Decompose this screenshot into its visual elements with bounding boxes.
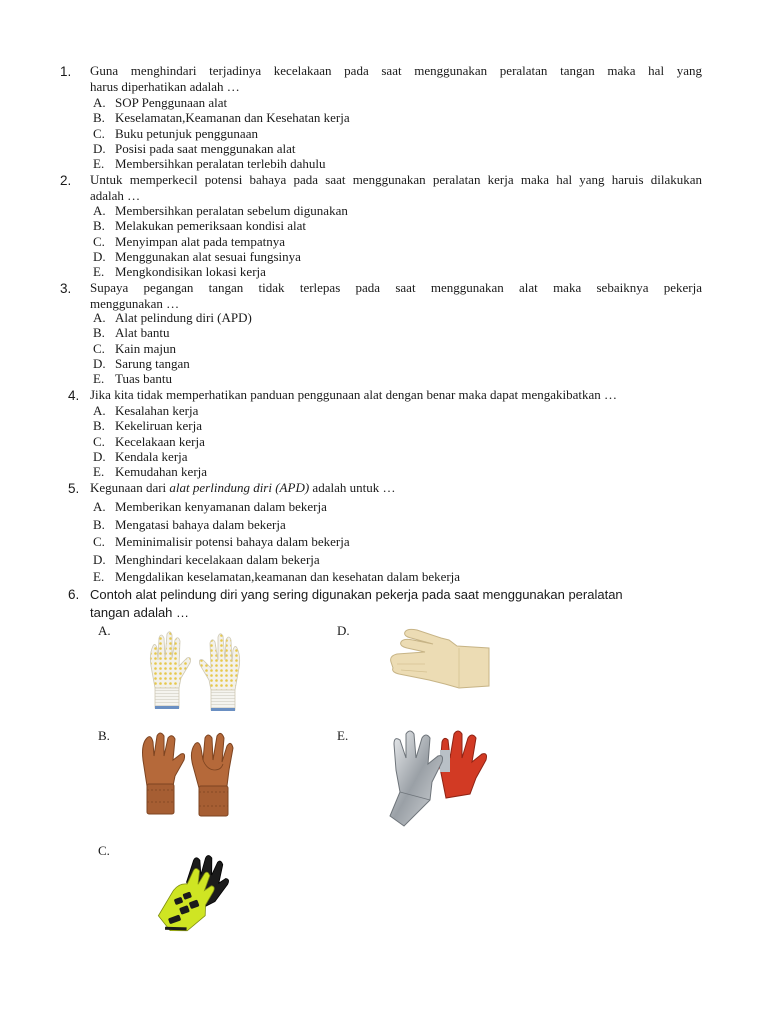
image-option-letter-b: B. [98,728,110,743]
question-number: 1. [60,64,72,79]
option-text: Kecelakaan kerja [115,433,205,449]
question-text [90,586,623,622]
option-text: Mengatasi bahaya dalam bekerja [115,516,286,532]
question-number: 5. [68,481,80,496]
knitted-dotted-gloves-image [143,626,253,724]
option-letter: E. [93,156,105,172]
option-letter: A. [93,403,106,418]
question-text-post: adalah untuk … [309,480,396,495]
question-text-italic: alat perlindung diri (APD) [169,480,310,495]
option-letter: B. [93,325,105,341]
leather-work-gloves-image [137,730,242,820]
option-text: Kesalahan kerja [115,403,199,418]
option-text: Kendala kerja [115,448,188,464]
option-letter: C. [93,433,105,449]
option-letter: A. [93,203,106,218]
impact-mechanic-gloves-image [146,849,250,944]
option-text: Kemudahan kerja [115,464,208,480]
option-text: Kekeliruan kerja [115,418,202,434]
option-text: Kain majun [115,340,177,356]
option-text: Sarung tangan [115,355,190,371]
option-text: Menggunakan alat sesuai fungsinya [115,248,301,264]
option-text: Mengkondisikan lokasi kerja [115,264,266,280]
option-letter: D. [93,248,106,264]
question-text [90,280,702,311]
question-text-line-1: Guna menghindari terjadinya kecelakaan pada saat menggunakan peralatan tangan maka hal yang [90,63,702,78]
image-option-letter-e: E. [337,728,349,743]
question-text [90,480,710,496]
option-text: Menyimpan alat pada tempatnya [115,233,286,249]
question-number: 4. [68,388,80,403]
option-letter: D. [93,140,106,156]
option-text: Melakukan pemeriksaan kondisi alat [115,218,306,234]
option-text: SOP Penggunaan alat [115,95,228,110]
option-letter: D. [93,355,106,371]
question-text-line-2: menggunakan … [90,295,180,311]
option-text: Membersihkan peralatan terlebih dahulu [115,156,326,172]
question-text-line-2: tangan adalah … [90,605,190,620]
question-text [90,172,702,203]
option-text: Memberikan kenyamanan dalam bekerja [115,499,327,514]
option-text: Mengdalikan keselamatan,keamanan dan kesehatan dalam bekerja [115,569,461,584]
rubber-latex-glove-image [385,628,493,698]
option-letter: A. [93,95,106,110]
option-text: Keselamatan,Keamanan dan Kesehatan kerja [115,110,350,126]
option-text: Buku petunjuk penggunaan [115,125,258,141]
option-text: Posisi pada saat menggunakan alat [115,140,296,156]
question-text [90,63,702,94]
option-text: Alat pelindung diri (APD) [115,310,252,325]
option-letter: B. [93,418,105,434]
question-number: 2. [60,173,72,188]
image-option-letter-c: C. [98,843,110,858]
option-text: Tuas bantu [115,371,172,387]
question-number: 3. [60,281,72,296]
option-letter: B. [93,516,105,532]
option-text: Menghindari kecelakaan dalam bekerja [115,551,320,567]
question-text-pre: Kegunaan dari [90,480,170,495]
image-option-letter-d: D. [337,623,350,638]
question-text-line-2: harus diperhatikan adalah … [90,78,240,94]
option-letter: E. [93,464,105,480]
option-text: Meminimalisir potensi bahaya dalam bekerja [115,534,350,549]
option-text: Membersihkan peralatan sebelum digunakan [115,203,348,218]
option-letter: D. [93,448,106,464]
question-text-line-1: Supaya pegangan tangan tidak terlepas pada saat menggunakan alat maka sebaiknya pekerja [90,280,702,295]
aluminized-heat-gloves-image [386,728,496,828]
option-letter: C. [93,125,105,141]
option-letter: D. [93,551,106,567]
option-letter: B. [93,110,105,126]
option-letter: B. [93,218,105,234]
question-text-line-1: Contoh alat pelindung diri yang sering digunakan pekerja pada saat menggunakan peralatan [90,587,623,602]
question-number: 6. [68,587,80,602]
question-text-line-2: adalah … [90,187,141,203]
option-letter: A. [93,499,106,514]
question-text-line-1: Jika kita tidak memperhatikan panduan penggunaan alat dengan benar maka dapat mengakibatkan … [90,387,618,402]
option-text: Alat bantu [115,325,170,341]
question-text [90,387,710,403]
question-text-line-1: Untuk memperkecil potensi bahaya pada saat menggunakan peralatan kerja maka hal yang haruis dilakukan [90,172,702,187]
option-letter: C. [93,233,105,249]
option-letter: C. [93,534,105,549]
option-letter: E. [93,371,105,387]
option-letter: C. [93,340,105,356]
option-letter: A. [93,310,106,325]
option-letter: E. [93,264,105,280]
image-option-letter-a: A. [98,623,111,638]
option-letter: E. [93,569,105,584]
